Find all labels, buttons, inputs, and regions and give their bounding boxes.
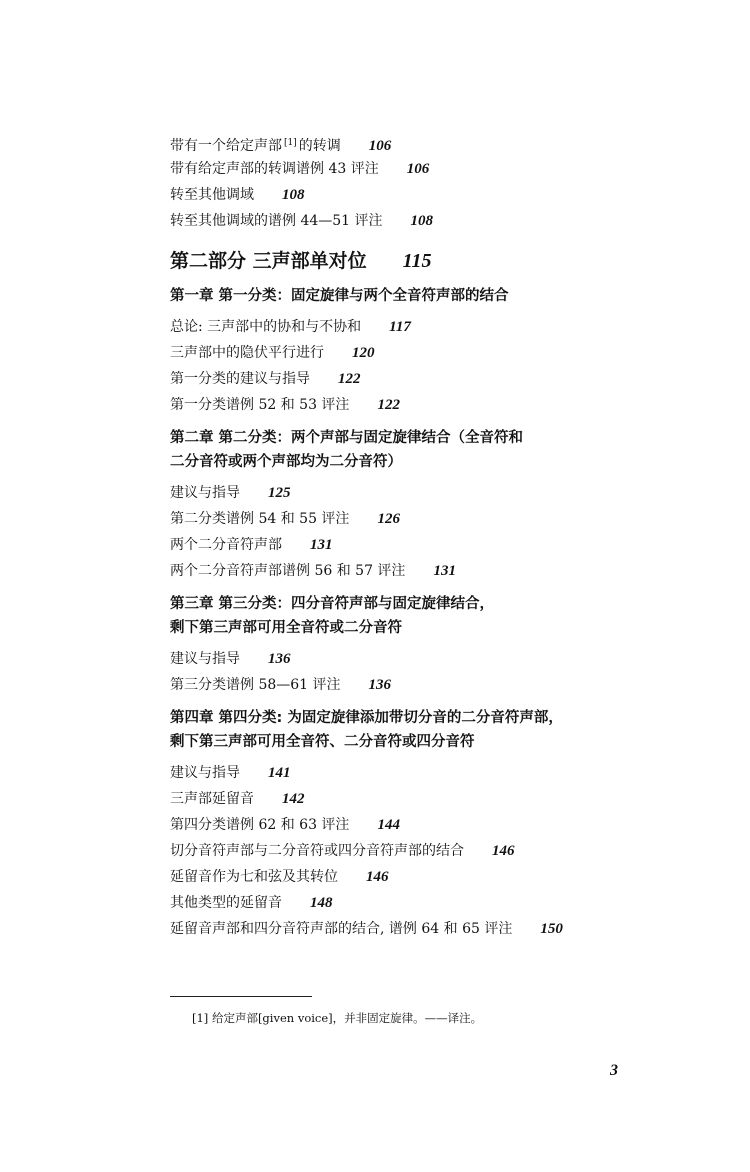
toc-entry[interactable] [170,208,650,234]
page-number-ref: 125 [268,485,291,501]
entry-text: 总论: 三声部中的协和与不协和 [170,319,362,335]
page-number-ref: 106 [406,161,430,177]
toc-entry[interactable] [170,786,650,812]
toc-entry[interactable] [170,156,650,182]
entry-text: 带有给定声部的转调谱例 43 评注 [170,161,379,177]
entry-text: 三声部中的隐伏平行进行 [170,345,324,361]
chapter-title[interactable] [170,706,630,754]
part-title-text: 第二部分 三声部单对位 [170,250,367,272]
page-number-ref: 146 [366,869,389,885]
entry-text: 延留音作为七和弦及其转位 [170,869,338,885]
entry-text: 建议与指导 [170,765,240,781]
page-number-ref: 144 [377,817,400,833]
toc-entry[interactable] [170,864,650,890]
chapter-title-line: 第四章 第四分类: 为固定旋律添加带切分音的二分音符声部， [170,710,563,726]
page-number-ref: 131 [310,537,333,553]
entry-text: 转至其他调域 [170,187,254,203]
page-number-ref: 126 [377,511,400,527]
toc-entry[interactable] [170,838,650,864]
toc-entry[interactable] [170,558,650,584]
toc-entry[interactable] [170,916,650,942]
chapter-title-line: 第一章 第一分类：固定旋律与两个全音符声部的结合 [170,288,509,304]
toc-entry[interactable] [170,340,650,366]
entry-text: 切分音符声部与二分音符或四分音符声部的结合 [170,843,464,859]
page-number-ref: 108 [282,187,305,203]
entry-text: 建议与指导 [170,651,240,667]
page-number-ref: 136 [368,677,392,693]
toc-entry[interactable] [170,392,650,418]
toc-entry[interactable] [170,672,650,698]
toc-entry[interactable] [170,130,650,156]
chapter-title-line: 剩下第三声部可用全音符或二分音符 [170,620,402,636]
part1-tail-entries [170,130,650,234]
toc-entry[interactable] [170,506,650,532]
chapter-title[interactable] [170,284,630,308]
entry-text: 带有一个给定声部 [170,138,282,154]
part-title[interactable] [170,246,650,276]
page-number-ref: 142 [282,791,305,807]
chapter-title[interactable] [170,426,630,474]
entry-text: 第一分类谱例 52 和 53 评注 [170,397,350,413]
toc-entry[interactable] [170,646,650,672]
footnote-divider [170,996,312,997]
page-number-ref: 108 [410,213,434,229]
toc-entry[interactable] [170,890,650,916]
page-number-ref: 122 [338,371,361,387]
toc-entry[interactable] [170,532,650,558]
entry-text: 第二分类谱例 54 和 55 评注 [170,511,350,527]
footnote: [1] 给定声部[given voice]，并非固定旋律。——译注。 [192,1011,483,1025]
page-number-ref: 120 [352,345,375,361]
entry-text: 转至其他调域的谱例 44—51 评注 [170,213,383,229]
page-number-ref: 117 [389,319,411,335]
page-number: 3 [610,1062,618,1079]
page-number-ref: 136 [268,651,291,667]
chapter-title-line: 第三章 第三分类：四分音符声部与固定旋律结合， [170,596,495,612]
entry-text: 第三分类谱例 58—61 评注 [170,677,341,693]
entry-text: 其他类型的延留音 [170,895,282,911]
entry-text: 建议与指导 [170,485,240,501]
footnote-ref[interactable]: [1] [284,138,297,148]
entry-text: 三声部延留音 [170,791,254,807]
toc-entry[interactable] [170,760,650,786]
entry-text-post: 的转调 [298,138,341,154]
toc-entry[interactable] [170,480,650,506]
toc-entry[interactable] [170,812,650,838]
chapter-title-line: 第二章 第二分类：两个声部与固定旋律结合（全音符和 [170,430,524,446]
toc-entry[interactable] [170,182,650,208]
toc-entry[interactable] [170,366,650,392]
chapter-title-line: 二分音符或两个声部均为二分音符） [170,454,402,470]
table-of-contents [170,130,650,942]
page-number-ref: 146 [492,843,515,859]
chapter-title-line: 剩下第三声部可用全音符、二分音符或四分音符 [170,734,475,750]
entry-text: 第四分类谱例 62 和 63 评注 [170,817,350,833]
entry-text: 第一分类的建议与指导 [170,371,310,387]
entry-text: 两个二分音符声部 [170,537,282,553]
page-number-ref: 106 [368,138,392,154]
page-number-ref: 141 [268,765,291,781]
page-number-ref: 131 [433,563,456,579]
entry-text: 两个二分音符声部谱例 56 和 57 评注 [170,563,406,579]
page-number-ref: 148 [310,895,333,911]
toc-entry[interactable] [170,314,650,340]
chapter-title[interactable] [170,592,630,640]
page-number-ref: 150 [540,921,563,937]
page-number-ref: 122 [377,397,400,413]
entry-text: 延留音声部和四分音符声部的结合, 谱例 64 和 65 评注 [170,921,513,937]
part-page-number: 115 [402,250,432,272]
